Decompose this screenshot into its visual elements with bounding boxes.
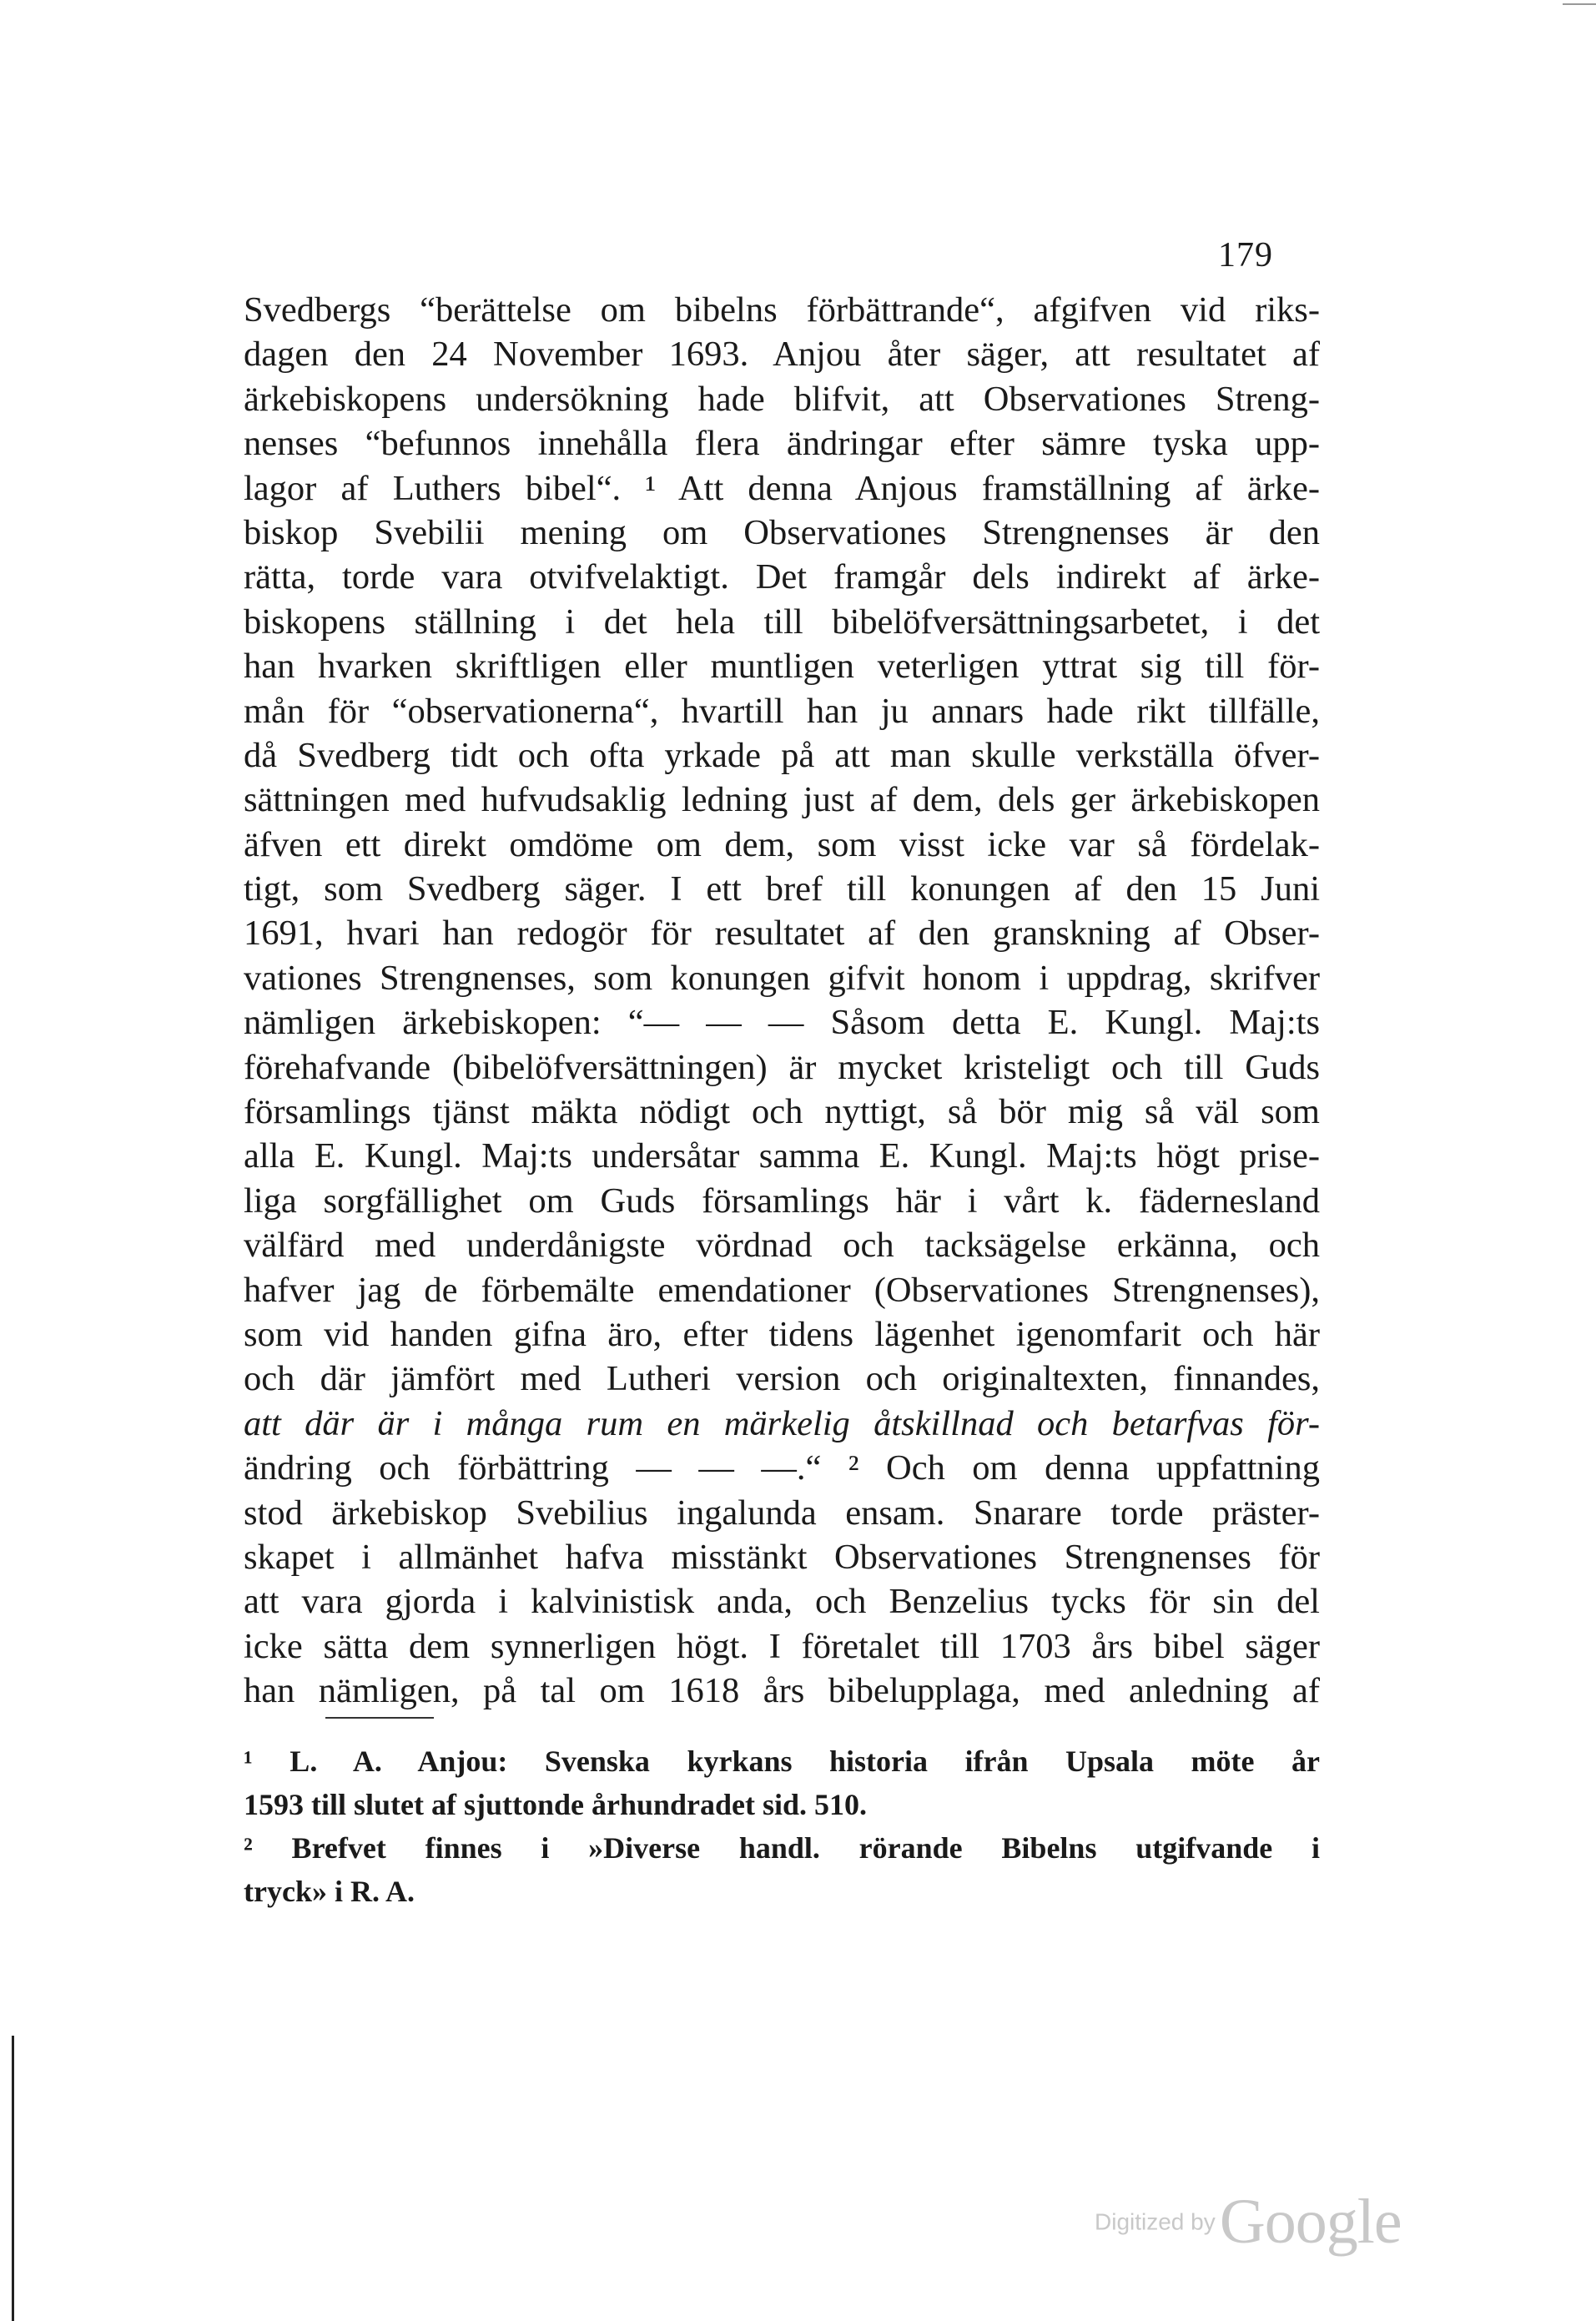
- text-line: ändring och förbättring — — —.“ ² Och om denna uppfattning: [244, 1448, 1320, 1488]
- digitized-by-google-watermark: [1095, 2186, 1402, 2258]
- watermark-prefix: Digitized by: [1095, 2208, 1216, 2235]
- text-line: tigt, som Svedberg säger. I ett bref till konungen af den 15 Juni: [244, 869, 1320, 909]
- footnotes: [244, 1739, 1320, 1913]
- text-line: och där jämfört med Lutheri version och originaltexten, finnandes,: [244, 1359, 1320, 1399]
- text-line: vationes Strengnenses, som konungen gifvit honom i uppdrag, skrifver: [244, 958, 1320, 998]
- scan-edge-mark: [1563, 3, 1596, 5]
- text-line: som vid handen gifna äro, efter tidens lägenhet igenomfarit och här: [244, 1314, 1320, 1354]
- text-line: Svedbergs “berättelse om bibelns förbättrande“, afgifven vid riks-: [244, 290, 1320, 330]
- text-line: liga sorgfällighet om Guds församlings här i vårt k. fädernesland: [244, 1181, 1320, 1221]
- text-line: alla E. Kungl. Maj:ts undersåtar samma E. Kungl. Maj:ts högt prise-: [244, 1136, 1320, 1176]
- text-line: att vara gjorda i kalvinistisk anda, och Benzelius tycks för sin del: [244, 1582, 1320, 1622]
- text-line: han nämligen, på tal om 1618 års bibelupplaga, med anledning af: [244, 1671, 1320, 1711]
- text-line: mån för “observationerna“, hvartill han ju annars hade rikt tillfälle,: [244, 691, 1320, 731]
- footnote-separator: [325, 1717, 434, 1719]
- text-line: skapet i allmänhet hafva misstänkt Observationes Strengnenses för: [244, 1537, 1320, 1577]
- text-line: hafver jag de förbemälte emendationer (Observationes Strengnenses),: [244, 1270, 1320, 1310]
- text-line: stod ärkebiskop Svebilius ingalunda ensam. Snarare torde präster-: [244, 1493, 1320, 1533]
- text-line: äfven ett direkt omdöme om dem, som visst icke var så fördelak-: [244, 824, 1320, 864]
- text-line: nämligen ärkebiskopen: “— — — Såsom detta E. Kungl. Maj:ts: [244, 1003, 1320, 1043]
- page-number: 179: [1218, 236, 1273, 274]
- text-line: dagen den 24 November 1693. Anjou åter säger, att resultatet af: [244, 335, 1320, 375]
- body-text: [244, 288, 1320, 1714]
- scan-edge-mark-left: [12, 2036, 14, 2321]
- text-line: biskop Svebilii mening om Observationes Strengnenses är den: [244, 512, 1320, 552]
- text-line: 1691, hvari han redogör för resultatet af den granskning af Obser-: [244, 914, 1320, 954]
- text-line: nenses “befunnos innehålla flera ändringar efter sämre tyska upp-: [244, 424, 1320, 464]
- text-line: biskopens ställning i det hela till bibelöfversättningsarbetet, i det: [244, 602, 1320, 642]
- watermark-logo: Google: [1219, 2187, 1402, 2257]
- footnote-2-line-2: tryck» i R. A.: [244, 1875, 415, 1908]
- footnote-2-line-1: ² Brefvet finnes i »Diverse handl. rörande Bibelns utgifvande i: [244, 1831, 1320, 1865]
- text-line: ärkebiskopens undersökning hade blifvit, att Observationes Streng-: [244, 379, 1320, 419]
- text-line: icke sätta dem synnerligen högt. I företalet till 1703 års bibel säger: [244, 1626, 1320, 1666]
- footnote-1-line-2: 1593 till slutet af sjuttonde århundradet sid. 510.: [244, 1788, 868, 1821]
- text-line: välfärd med underdånigste vördnad och tacksägelse erkänna, och: [244, 1226, 1320, 1266]
- text-line: han hvarken skriftligen eller muntligen veterligen yttrat sig till för-: [244, 647, 1320, 687]
- text-line: förehafvande (bibelöfversättningen) är mycket kristeligt och till Guds: [244, 1047, 1320, 1087]
- text-line: att där är i många rum en märkelig åtskillnad och betarfvas för-: [244, 1403, 1320, 1443]
- text-line: församlings tjänst mäkta nödigt och nyttigt, så bör mig så väl som: [244, 1092, 1320, 1132]
- footnote-1-line-1: ¹ L. A. Anjou: Svenska kyrkans historia ifrån Upsala möte år: [244, 1745, 1320, 1778]
- text-line: lagor af Luthers bibel“. ¹ Att denna Anjous framställning af ärke-: [244, 468, 1320, 508]
- text-line: rätta, torde vara otvifvelaktigt. Det framgår dels indirekt af ärke-: [244, 557, 1320, 597]
- text-line: sättningen med hufvudsaklig ledning just af dem, dels ger ärkebiskopen: [244, 780, 1320, 820]
- text-line: då Svedberg tidt och ofta yrkade på att man skulle verkställa öfver-: [244, 735, 1320, 775]
